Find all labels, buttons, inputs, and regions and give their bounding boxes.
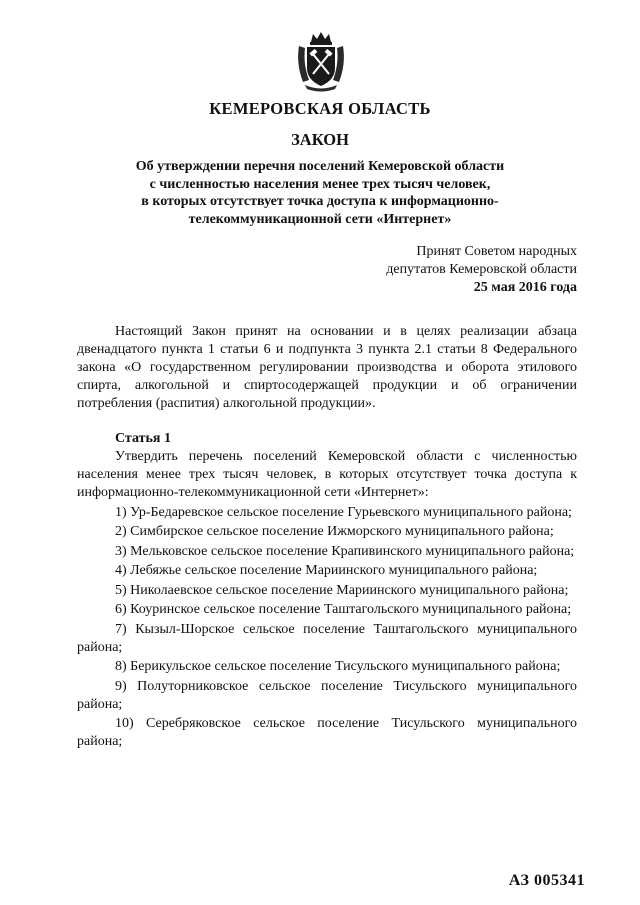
preamble-paragraph: Настоящий Закон принят на основании и в целях реализации абзаца двенадцатого пункта 1 статьи 6 и подпункта 3 пункта 2.1 статьи 8 Федерального закона «О государственном регулировании производства и оборота этилового спирта, алкогольной и спиртосодержащей продукции и об ограничении потребления (распития) алкогольной продукции». bbox=[77, 324, 577, 411]
article-intro: Утвердить перечень поселений Кемеровской области с численностью населения менее трех тысяч человек, в которых отсутствует точка доступа к информационно-телекоммуникационной сети «Интернет»: bbox=[77, 449, 577, 500]
subject-line: телекоммуникационной сети «Интернет» bbox=[188, 211, 452, 227]
list-item: 3) Мельковское сельское поселение Крапивинского муниципального района; bbox=[115, 543, 575, 559]
coat-of-arms-icon bbox=[295, 30, 347, 92]
adoption-block bbox=[386, 243, 577, 297]
list-item: 2) Симбирское сельское поселение Ижморского муниципального района; bbox=[115, 524, 554, 539]
subject-line: с численностью населения менее трех тысяч человек, bbox=[149, 176, 491, 192]
list-item: 1) Ур-Бедаревское сельское поселение Гурьевского муниципального района; bbox=[115, 504, 572, 520]
list-item: 9) Полуторниковское сельское поселение Тисульского муниципального района; bbox=[77, 678, 577, 712]
adoption-date: 25 мая 2016 года bbox=[473, 280, 577, 295]
subject-line: Об утверждении перечня поселений Кемеровской области bbox=[135, 159, 505, 174]
adoption-line: Принят Советом народных bbox=[416, 244, 577, 259]
list-item: 4) Лебяжье сельское поселение Мариинского муниципального района; bbox=[115, 563, 538, 578]
article-1 bbox=[77, 430, 577, 753]
adoption-line: депутатов Кемеровской области bbox=[386, 262, 577, 277]
list-item: 8) Берикульское сельское поселение Тисульского муниципального района; bbox=[115, 659, 561, 674]
subject-line: в которых отсутствует точка доступа к информационно- bbox=[141, 194, 499, 209]
document-type: ЗАКОН bbox=[291, 130, 349, 149]
article-title: Статья 1 bbox=[115, 431, 171, 446]
preamble-block bbox=[77, 323, 577, 413]
document-number: АЗ 005341 bbox=[508, 872, 585, 889]
list-item: 10) Серебряковское сельское поселение Тисульского муниципального района; bbox=[77, 716, 577, 749]
list-item: 6) Коуринское сельское поселение Таштагольского муниципального района; bbox=[115, 602, 572, 617]
list-item: 5) Николаевское сельское поселение Мариинского муниципального района; bbox=[115, 582, 569, 598]
region-title: КЕМЕРОВСКАЯ ОБЛАСТЬ bbox=[209, 99, 431, 118]
list-item: 7) Кызыл-Шорское сельское поселение Таштагольского муниципального района; bbox=[77, 621, 577, 655]
law-subject bbox=[100, 158, 540, 228]
